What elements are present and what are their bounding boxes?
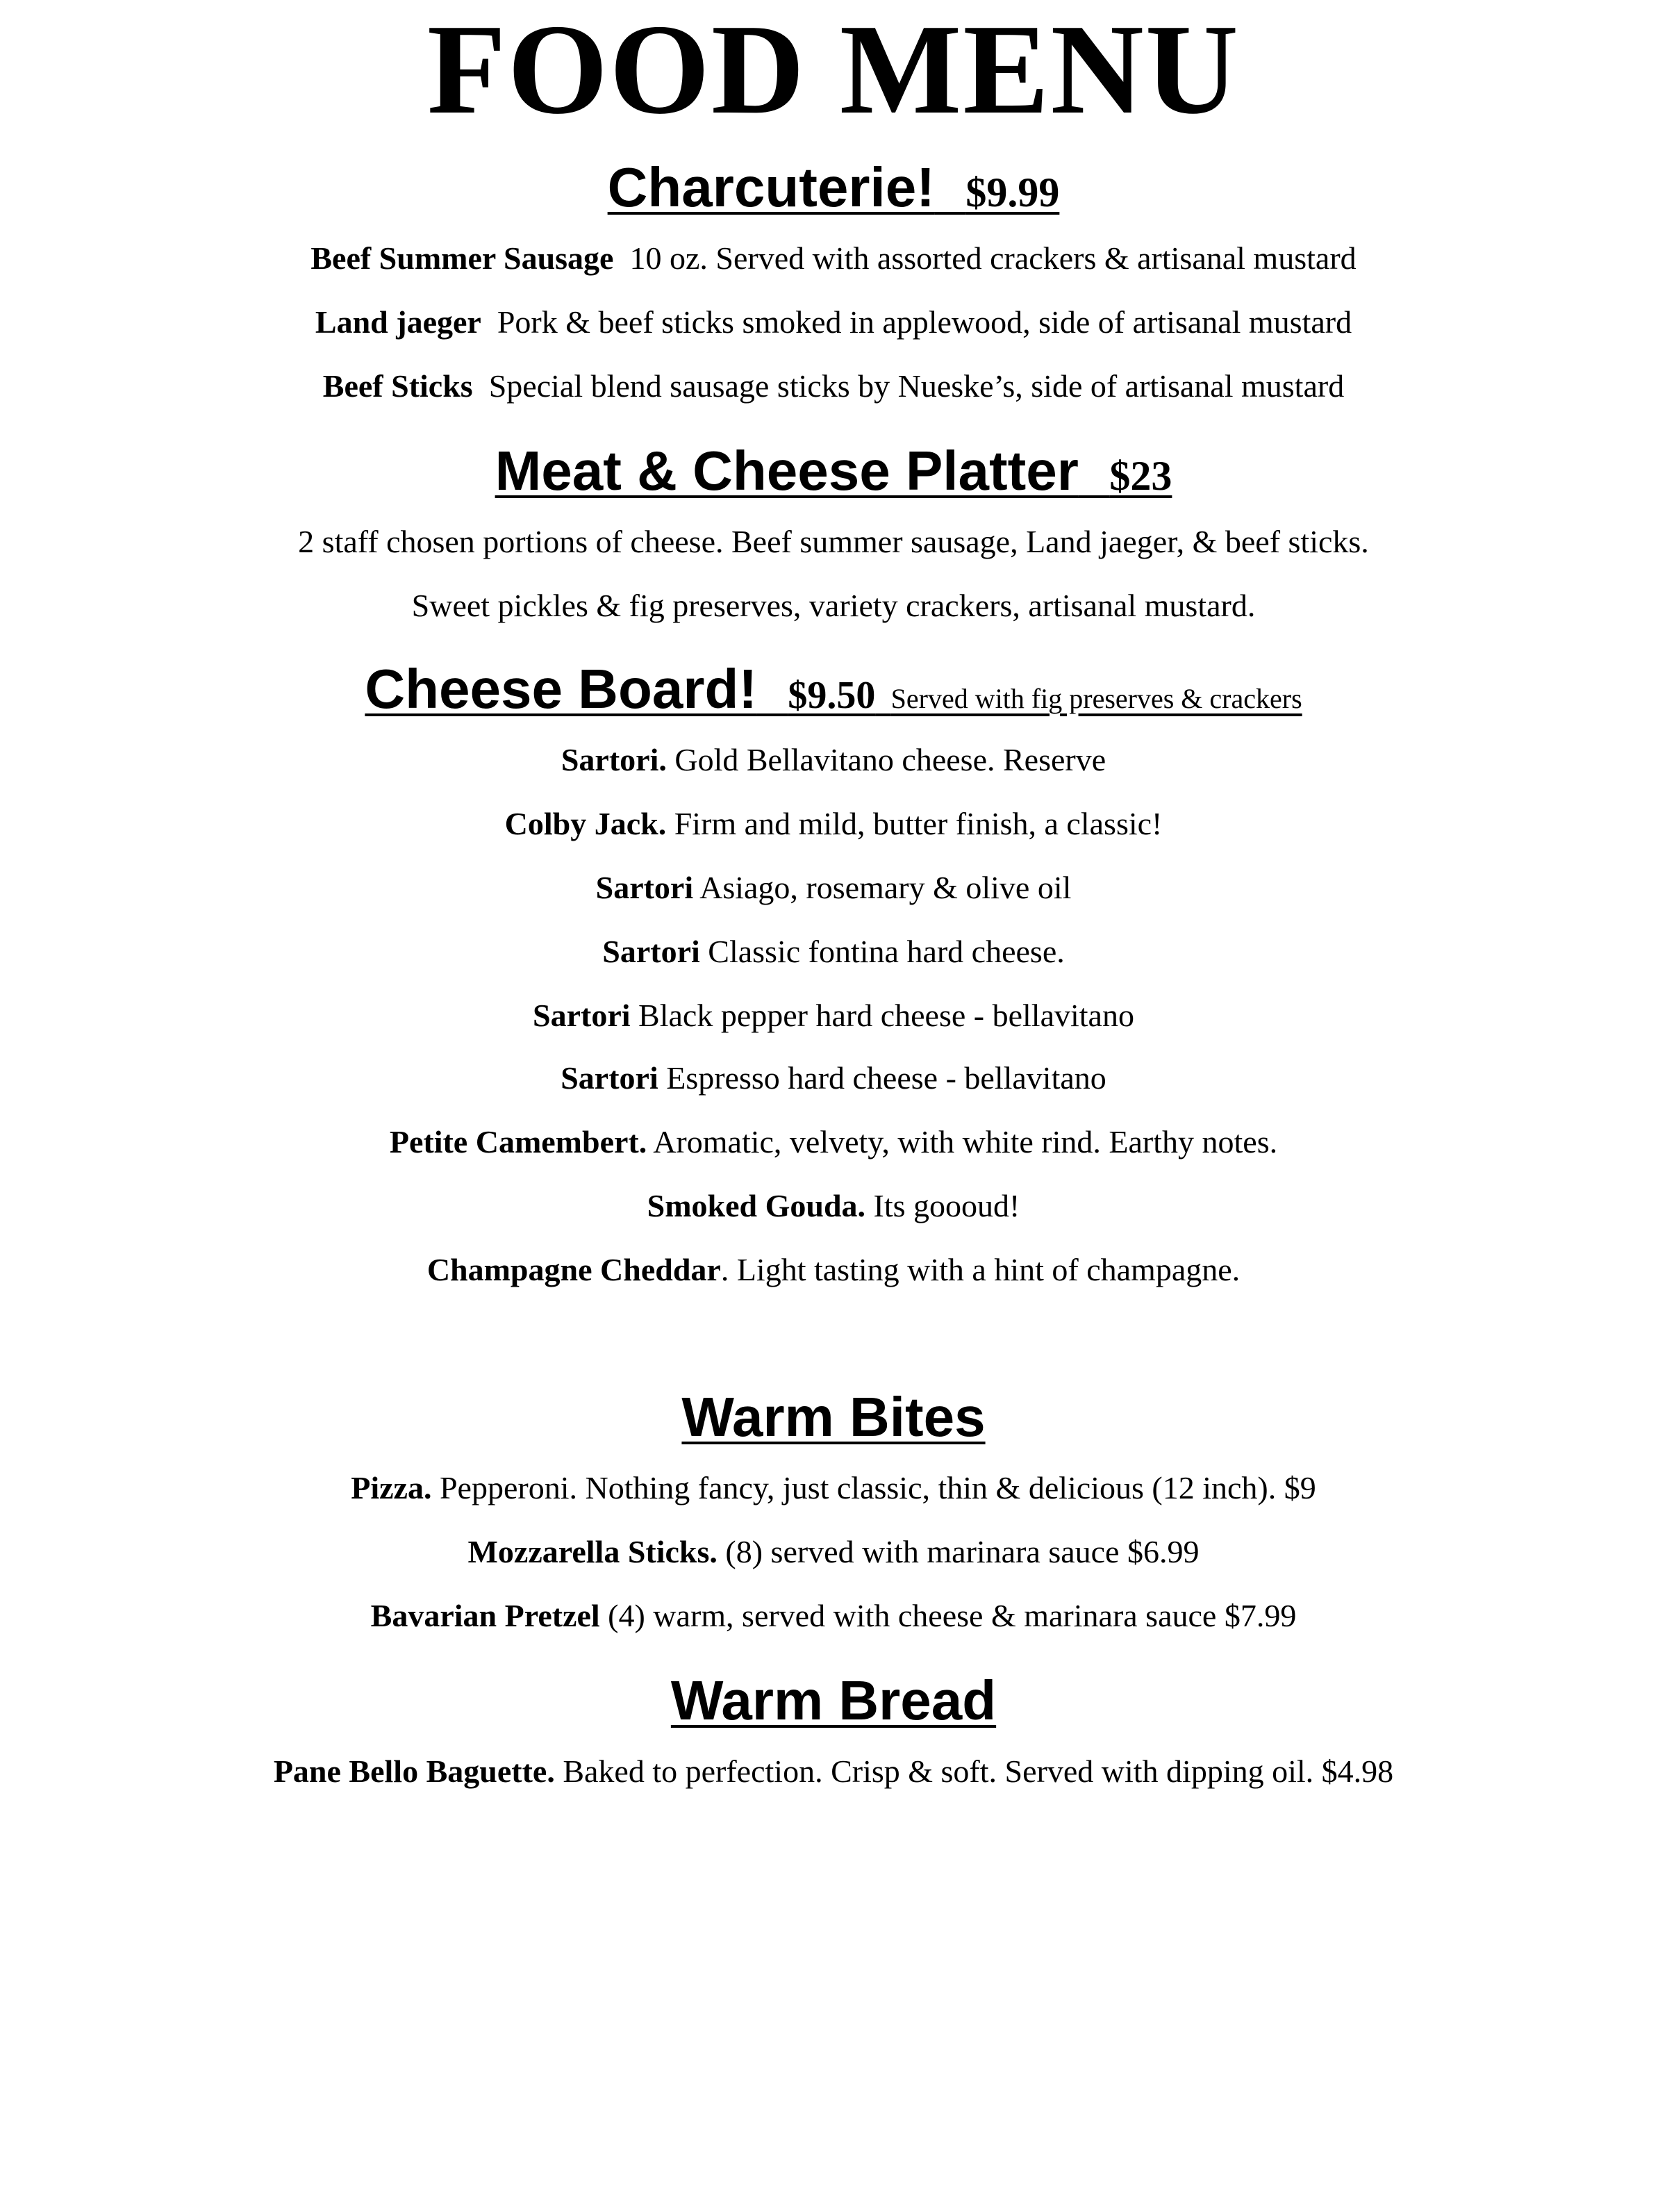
section-title: Warm Bread xyxy=(670,1669,997,1731)
item-description: Asiago, rosemary & olive oil xyxy=(699,870,1072,905)
item-description: Black pepper hard cheese - bellavitano xyxy=(638,998,1134,1033)
page-title: FOOD MENU xyxy=(426,0,1241,141)
menu-item xyxy=(0,803,1667,845)
menu-item xyxy=(0,1751,1667,1792)
menu-item xyxy=(0,1531,1667,1573)
item-description: Its goooud! xyxy=(873,1188,1020,1223)
item-description: Aromatic, velvety, with white rind. Earthy notes. xyxy=(653,1124,1278,1159)
item-description: Baked to perfection. Crisp & soft. Served with dipping oil. $4.98 xyxy=(563,1753,1394,1789)
menu-item xyxy=(0,995,1667,1037)
item-name: Pane Bello Baguette. xyxy=(273,1753,555,1789)
section-title: Charcuterie! xyxy=(607,156,935,218)
menu-item xyxy=(0,1467,1667,1509)
item-name: Beef Sticks xyxy=(322,368,473,404)
menu-item xyxy=(0,739,1667,781)
item-name: Sartori xyxy=(533,998,631,1033)
item-name: Sartori. xyxy=(561,742,667,777)
section-title: Cheese Board! xyxy=(365,658,757,720)
platter-description-line: Sweet pickles & fig preserves, variety crackers, artisanal mustard. xyxy=(411,588,1256,623)
section-heading-warm-bites xyxy=(0,1382,1667,1452)
menu-item xyxy=(0,931,1667,973)
item-description: (8) served with marinara sauce $6.99 xyxy=(725,1534,1200,1569)
item-name: Champagne Cheddar xyxy=(426,1252,721,1287)
section-heading-meat-cheese-platter xyxy=(0,436,1667,511)
item-description: Gold Bellavitano cheese. Reserve xyxy=(674,742,1106,777)
item-description: (4) warm, served with cheese & marinara sauce $7.99 xyxy=(608,1598,1297,1633)
item-name: Sartori xyxy=(602,934,700,969)
item-name: Beef Summer Sausage xyxy=(310,240,614,276)
item-description: Firm and mild, butter finish, a classic! xyxy=(674,806,1163,841)
menu-item xyxy=(0,1185,1667,1227)
menu-item xyxy=(0,1249,1667,1291)
menu-item xyxy=(0,1595,1667,1637)
menu-item xyxy=(0,1057,1667,1099)
item-description: Pork & beef sticks smoked in applewood, side of artisanal mustard xyxy=(497,304,1352,340)
item-description: Pepperoni. Nothing fancy, just classic, thin & delicious (12 inch). $9 xyxy=(439,1470,1316,1505)
item-description: 10 oz. Served with assorted crackers & artisanal mustard xyxy=(629,240,1357,276)
item-name: Mozzarella Sticks. xyxy=(467,1534,718,1569)
item-name: Petite Camembert. xyxy=(389,1124,647,1159)
section-note: Served with fig preserves & crackers xyxy=(890,683,1302,714)
section-title: Meat & Cheese Platter xyxy=(495,440,1079,502)
platter-description-line: 2 staff chosen portions of cheese. Beef summer sausage, Land jaeger, & beef sticks. xyxy=(298,524,1369,559)
section-price: $9.50 xyxy=(788,674,876,717)
menu-item xyxy=(0,1121,1667,1163)
menu-item xyxy=(0,867,1667,909)
section-heading-cheese-board xyxy=(0,654,1667,734)
item-name: Colby Jack. xyxy=(504,806,667,841)
section-heading-warm-bread xyxy=(0,1666,1667,1735)
item-name: Sartori xyxy=(561,1060,658,1096)
item-description: . Light tasting with a hint of champagne. xyxy=(720,1252,1241,1287)
section-price: $23 xyxy=(1109,453,1172,499)
item-name: Pizza. xyxy=(351,1470,432,1505)
menu-item xyxy=(0,238,1667,279)
section-heading-charcuterie xyxy=(0,153,1667,227)
item-description: Classic fontina hard cheese. xyxy=(708,934,1065,969)
menu-item xyxy=(0,365,1667,407)
item-description: Special blend sausage sticks by Nueske’s, side of artisanal mustard xyxy=(488,368,1345,404)
section-title: Warm Bites xyxy=(681,1386,986,1448)
item-description: Espresso hard cheese - bellavitano xyxy=(666,1060,1106,1096)
section-price: $9.99 xyxy=(965,170,1060,215)
item-name: Land jaeger xyxy=(315,304,481,340)
item-name: Bavarian Pretzel xyxy=(370,1598,600,1633)
menu-item xyxy=(0,302,1667,343)
item-name: Smoked Gouda. xyxy=(647,1188,866,1223)
item-name: Sartori xyxy=(595,870,694,905)
